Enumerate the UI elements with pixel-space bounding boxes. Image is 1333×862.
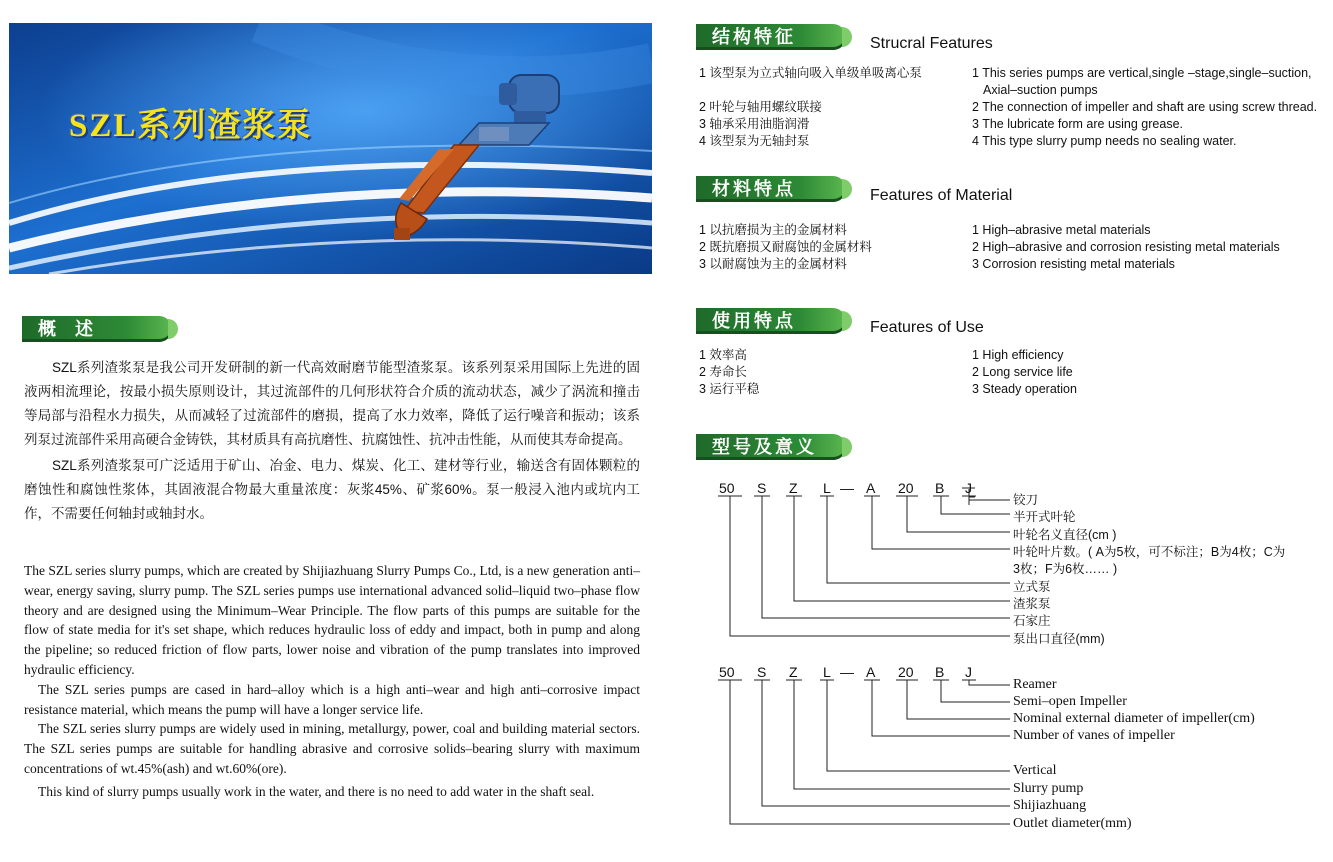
model-label-en: Reamer [1013,677,1057,692]
structural-cn-item: 4 该型泵为无轴封泵 [699,134,810,148]
code-s: S [757,480,767,496]
overview-en-paragraph: The SZL series slurry pumps, which are created by Shijiazhuang Slurry Pumps Co., Ltd, is a new generation anti–wear, energy saving, slurry pump. The SZL series pumps use international advanced solid–liquid two–phase flow theory and are designed using the Minimum–Wear Principle. The flow parts of this pumps are suitable for the flow of state media for it's set shape, which reduces hydraulic loss of eddy and impact, both in pump and along the pipeline; so reduced friction of flow parts, lower noise and vibration of the pump translates into improved hydraulic efficiency. [24,563,640,677]
code-j: J [965,664,972,680]
code-j: J [965,480,972,496]
structural-cn-item: 2 叶轮与轴用螺纹联接 [699,100,822,114]
code-z: Z [789,480,798,496]
use-cn-item: 2 寿命长 [699,365,747,379]
code-20: 20 [898,480,914,496]
model-label-cn: 3枚；F为6枚…… ) [1013,562,1118,576]
overview-heading-text: 概 述 [38,319,97,339]
code-a: A [866,664,876,680]
model-label-en: Number of vanes of impeller [1013,728,1175,743]
structural-en-item: 2 The connection of impeller and shaft are using screw thread. [972,100,1318,114]
overview-cn-paragraph: SZL系列渣浆泵可广泛适用于矿山、冶金、电力、煤炭、化工、建材等行业，输送含有固体颗粒的磨蚀性和腐蚀性浆体，其固液混合物最大重量浓度：灰浆45%、矿浆60%。泵一般浸入池内或坑内工作，不需要任何轴封或轴封水。 [24,458,640,521]
material-en-item: 3 Corrosion resisting metal materials [972,257,1175,271]
model-label-cn: 半开式叶轮 [1013,510,1076,524]
model-label-en: Semi–open Impeller [1013,694,1127,709]
structural-cn-item: 3 轴承采用油脂润滑 [699,117,810,131]
model-label-en: Nominal external diameter of impeller(cm) [1013,711,1255,726]
code-b: B [935,664,945,680]
code-20: 20 [898,664,914,680]
model-label-cn: 泵出口直径(mm) [1013,632,1105,646]
structural-en-item: 3 The lubricate form are using grease. [972,117,1183,131]
model-label-cn: 铰刀 [1013,493,1039,507]
use-en-item: 2 Long service life [972,365,1073,379]
code-s: S [757,664,767,680]
model-label-en: Slurry pump [1013,781,1084,796]
banner-title: SZL系列渣浆泵 [69,108,313,144]
use-heading: 使用特点 [696,308,846,334]
model-label-cn: 立式泵 [1013,580,1051,594]
code-dash: — [840,664,854,680]
use-heading-en: Features of Use [870,319,984,336]
code-a: A [866,480,876,496]
material-cn-item: 3 以耐腐蚀为主的金属材料 [699,257,847,271]
code-b: B [935,480,945,496]
code-l: L [823,664,831,680]
model-label-cn: 石家庄 [1013,614,1051,628]
model-label-cn: 渣浆泵 [1013,597,1051,611]
overview-en-paragraph: The SZL series slurry pumps are widely used in mining, metallurgy, power, coal and building material sectors. The SZL series pumps are suitable for handling abrasive and corrosive solids–bearing slurry with maximum concentrations of wt.45%(ash) and wt.60%(ore). [24,721,640,776]
use-en-item: 3 Steady operation [972,382,1077,396]
structural-en-item: 4 This type slurry pump needs no sealing water. [972,134,1237,148]
material-en-item: 2 High–abrasive and corrosion resisting metal materials [972,240,1280,254]
structural-en-item: 1 This series pumps are vertical,single –stage,single–suction, [972,66,1312,80]
structural-cn-item: 1 该型泵为立式轴向吸入单级单吸离心泵 [699,66,922,80]
model-label-cn: 叶轮叶片数。( A为5枚，可不标注；B为4枚；C为 [1013,545,1286,559]
code-z: Z [789,664,798,680]
material-cn-item: 2 既抗磨损又耐腐蚀的金属材料 [699,240,872,254]
code-outlet: 50 [719,480,735,496]
code-dash: — [840,480,854,496]
material-cn-item: 1 以抗磨损为主的金属材料 [699,223,847,237]
model-label-en: Outlet diameter(mm) [1013,816,1132,831]
overview-en-paragraph: This kind of slurry pumps usually work in the water, and there is no need to add water in the shaft seal. [38,784,595,799]
code-outlet: 50 [719,664,735,680]
use-en-item: 1 High efficiency [972,348,1064,362]
structural-heading-en: Strucral Features [870,35,993,52]
use-cn-item: 1 效率高 [699,348,747,362]
structural-heading: 结构特征 [696,24,846,50]
model-heading: 型号及意义 [696,434,846,460]
material-heading: 材料特点 [696,176,846,202]
model-label-en: Vertical [1013,763,1057,778]
overview-cn-paragraph: SZL系列渣浆泵是我公司开发研制的新一代高效耐磨节能型渣浆泵。该系列泵采用国际上先进的固液两相流理论，按最小损失原则设计，其过流部件的几何形状符合介质的流动状态，减少了涡流和撞击等局部与沿程水力损失，从而减轻了过流部件的磨损，提高了水力效率，降低了运行噪音和振动；该系列泵过流部件采用高硬合金铸铁，其材质具有高抗磨性、抗腐蚀性、抗冲击性能，从而使其寿命提高。 [24,360,640,447]
use-cn-item: 3 运行平稳 [699,382,760,396]
code-l: L [823,480,831,496]
model-label-cn: 叶轮名义直径(cm ) [1013,528,1117,542]
model-label-en: Shijiazhuang [1013,798,1087,813]
material-heading-en: Features of Material [870,187,1013,204]
material-en-item: 1 High–abrasive metal materials [972,223,1151,237]
structural-en-item: Axial–suction pumps [983,83,1098,97]
overview-en-paragraph: The SZL series pumps are cased in hard–alloy which is a high anti–wear and high anti–corrosive impact resistance material, which means the pump will have a longer service life. [24,682,640,717]
